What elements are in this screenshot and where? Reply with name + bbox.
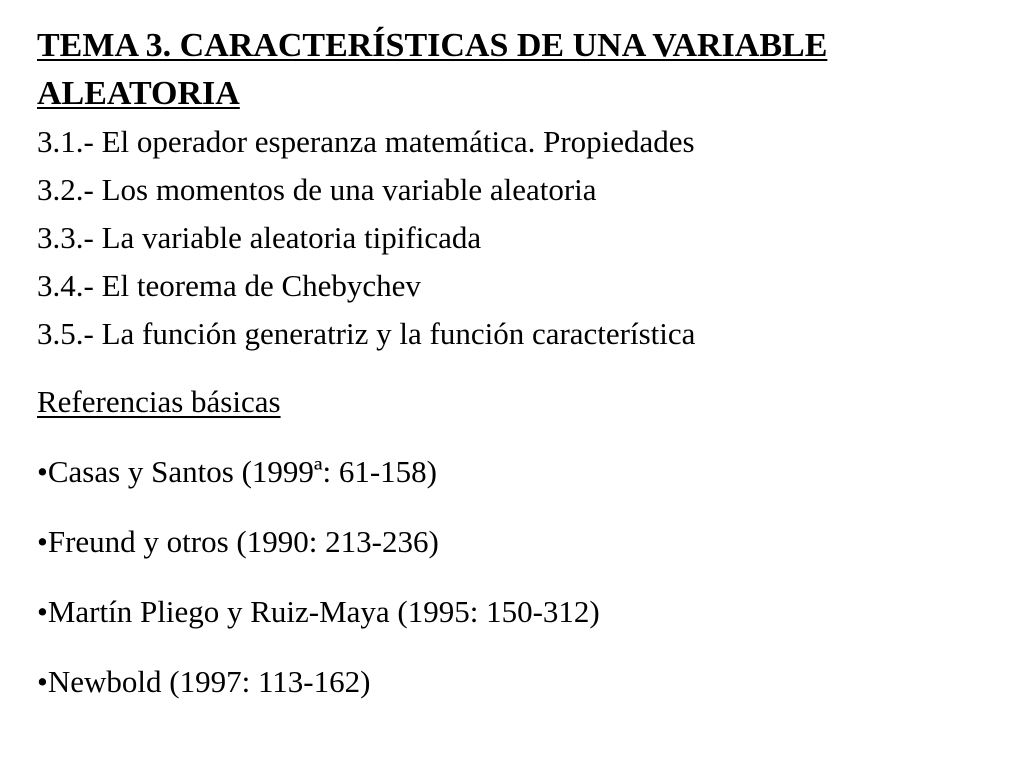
- section-item: 3.3.- La variable aleatoria tipificada: [37, 220, 482, 255]
- section-item: 3.5.- La función generatriz y la función característica: [37, 316, 696, 351]
- bullet-icon: •: [37, 454, 48, 489]
- reference-text: Newbold (1997: 113-162): [47, 664, 371, 699]
- references-list: [37, 452, 997, 702]
- reference-item: [37, 592, 997, 632]
- reference-item: [37, 662, 997, 702]
- section-list: [37, 118, 997, 358]
- bullet-icon: •: [37, 524, 48, 559]
- bullet-icon: •: [37, 594, 48, 629]
- reference-text: Martín Pliego y Ruiz-Maya (1995: 150-312): [47, 594, 600, 629]
- slide-title: [37, 22, 997, 118]
- bullet-icon: •: [37, 664, 48, 699]
- section-item: 3.4.- El teorema de Chebychev: [37, 268, 421, 303]
- section-item: 3.1.- El operador esperanza matemática. Propiedades: [37, 124, 695, 159]
- reference-text: Freund y otros (1990: 213-236): [47, 524, 439, 559]
- section-item: 3.2.- Los momentos de una variable aleatoria: [37, 172, 597, 207]
- reference-text: Casas y Santos (1999ª: 61-158): [47, 454, 437, 489]
- references-heading: Referencias básicas: [37, 384, 281, 419]
- reference-item: [37, 452, 997, 492]
- slide-title-line-1: TEMA 3. CARACTERÍSTICAS DE UNA VARIABLE: [37, 27, 828, 64]
- slide: [37, 22, 997, 702]
- slide-title-line-2: ALEATORIA: [37, 75, 240, 112]
- reference-item: [37, 522, 997, 562]
